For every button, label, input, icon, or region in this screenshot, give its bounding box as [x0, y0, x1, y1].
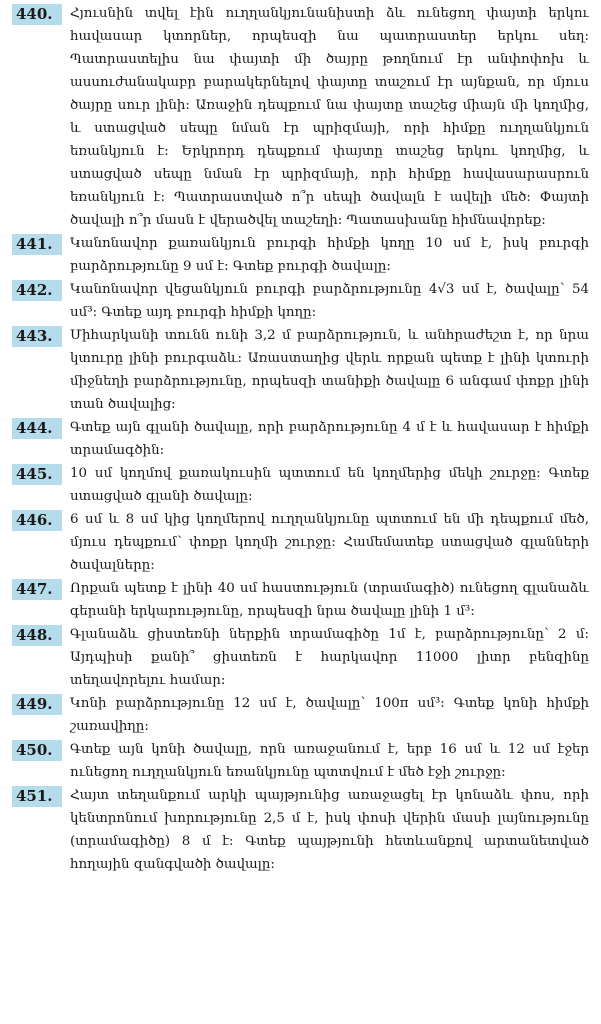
- problem-number: 444.: [12, 418, 62, 439]
- problem-number: 441.: [12, 234, 62, 255]
- problem-number: 446.: [12, 510, 62, 531]
- problem-449: [12, 692, 589, 738]
- problem-445: [12, 462, 589, 508]
- problem-446: [12, 508, 589, 577]
- problem-number: 447.: [12, 579, 62, 600]
- problem-447: [12, 577, 589, 623]
- problem-441: [12, 232, 589, 278]
- problem-number: 440.: [12, 4, 62, 25]
- problem-text: Միհարկանի տունն ունի 3,2 մ բարձրություն, և անհրաժեշտ է, որ նրա կտուրը լինի բուրգաձև: Առաստաղից վերև որքան պետք է լինի կտուրի միջնեղի բարձրությունը, որպեսզի տանիքի ծավալը 6 անգամ փոքր լինի տան ծավալից:: [70, 328, 589, 412]
- problem-450: [12, 738, 589, 784]
- problem-text: 6 սմ և 8 սմ կից կողմերով ուղղանկյունը պտտում են մի դեպքում մեծ, մյուս դեպքում՝ փոքր կողմի շուրջը: Համեմատեք ստացված գլանների ծավալները:: [70, 512, 589, 573]
- problem-text: Կոնի բարձրությունը 12 սմ է, ծավալը՝ 100π սմ³: Գտեք կոնի հիմքի շառավիղը:: [70, 696, 589, 734]
- problem-440: [12, 2, 589, 232]
- problem-number: 449.: [12, 694, 62, 715]
- problem-text: 10 սմ կողմով քառակուսին պտտում են կողմերից մեկի շուրջը: Գտեք ստացված գլանի ծավալը:: [70, 466, 589, 504]
- problem-text: Գլանաձև ցիստեռնի ներքին տրամագիծը 1մ է, բարձրությունը՝ 2 մ: Այդպիսի քանի՞ ցիստեռն է հարկավոր 11000 լիտր բենզինը տեղավորելու համար:: [70, 627, 589, 688]
- problem-text: Որքան պետք է լինի 40 սմ հաստություն (տրամագիծ) ունեցող գլանաձև գերանի երկարությունը, որպեսզի նրա ծավալը լինի 1 մ³:: [70, 581, 589, 619]
- problem-number: 445.: [12, 464, 62, 485]
- problem-448: [12, 623, 589, 692]
- problem-number: 451.: [12, 786, 62, 807]
- problem-451: [12, 784, 589, 876]
- problem-text: Կանոնավոր վեցանկյուն բուրգի բարձրությունը 4√3 սմ է, ծավալը՝ 54 սմ³: Գտեք այդ բուրգի հիմքի կողը:: [70, 282, 589, 320]
- problem-text: Հյուսնին տվել էին ուղղանկյունանիստի ձև ունեցող փայտի երկու հավասար կտորներ, որպեսզի նա պատրաստեր երկու սեղ: Պատրաստելիս նա փայտի մի ծայրը թողնում էր անփոփոխ և ասսուժանակաբր բարակերնելով փայտը տաշում էր այնքան, որ մյուս ծայրը սուր լինի: Առաջին դեպքում նա փայտը տաշեց միայն մի կողմից, և ստացված սեպը նման էր պրիզմայի, որի հիմքը ուղղանկյուն եռանկյուն է: Երկրորդ դեպքում փայտը տաշեց երկու կողմից, և ստացված սեպը նման էր պրիզմայի, որի հիմքը հավասարասրուն եռանկյուն է: Պատրաստված ո՞ր սեպի ծավալն է ավելի մեծ: Փայտի ծավալի ո՞ր մասն է վերածվել տաշեղի: Պատասխանը հիմնավորեք:: [70, 6, 589, 228]
- problem-number: 443.: [12, 326, 62, 347]
- problem-text: Գտեք այն գլանի ծավալը, որի բարձրությունը 4 մ է և հավասար է հիմքի տրամագծին:: [70, 420, 589, 458]
- problem-text: Հայտ տեղանքում արկի պայթյունից առաջացել էր կոնաձև փոս, որի կենտրոնում խորությունը 2,5 մ է, իսկ փոսի վերին մասի լայնությունը (տրամագիծը) 8 մ է: Գտեք պայթյունի հետևանքով արտանետված հողային զանգվածի ծավալը:: [70, 788, 589, 872]
- problem-443: [12, 324, 589, 416]
- problem-text: Կանոնավոր քառանկյուն բուրգի հիմքի կողը 10 սմ է, իսկ բուրգի բարձրությունը 9 սմ է: Գտեք բուրգի ծավալը:: [70, 236, 589, 274]
- problem-442: [12, 278, 589, 324]
- problem-number: 442.: [12, 280, 62, 301]
- problem-number: 448.: [12, 625, 62, 646]
- problem-number: 450.: [12, 740, 62, 761]
- problem-text: Գտեք այն կոնի ծավալը, որն առաջանում է, երբ 16 սմ և 12 սմ էջեր ունեցող ուղղանկյուն եռանկյունը պտտվում է մեծ էջի շուրջը:: [70, 742, 589, 780]
- problem-444: [12, 416, 589, 462]
